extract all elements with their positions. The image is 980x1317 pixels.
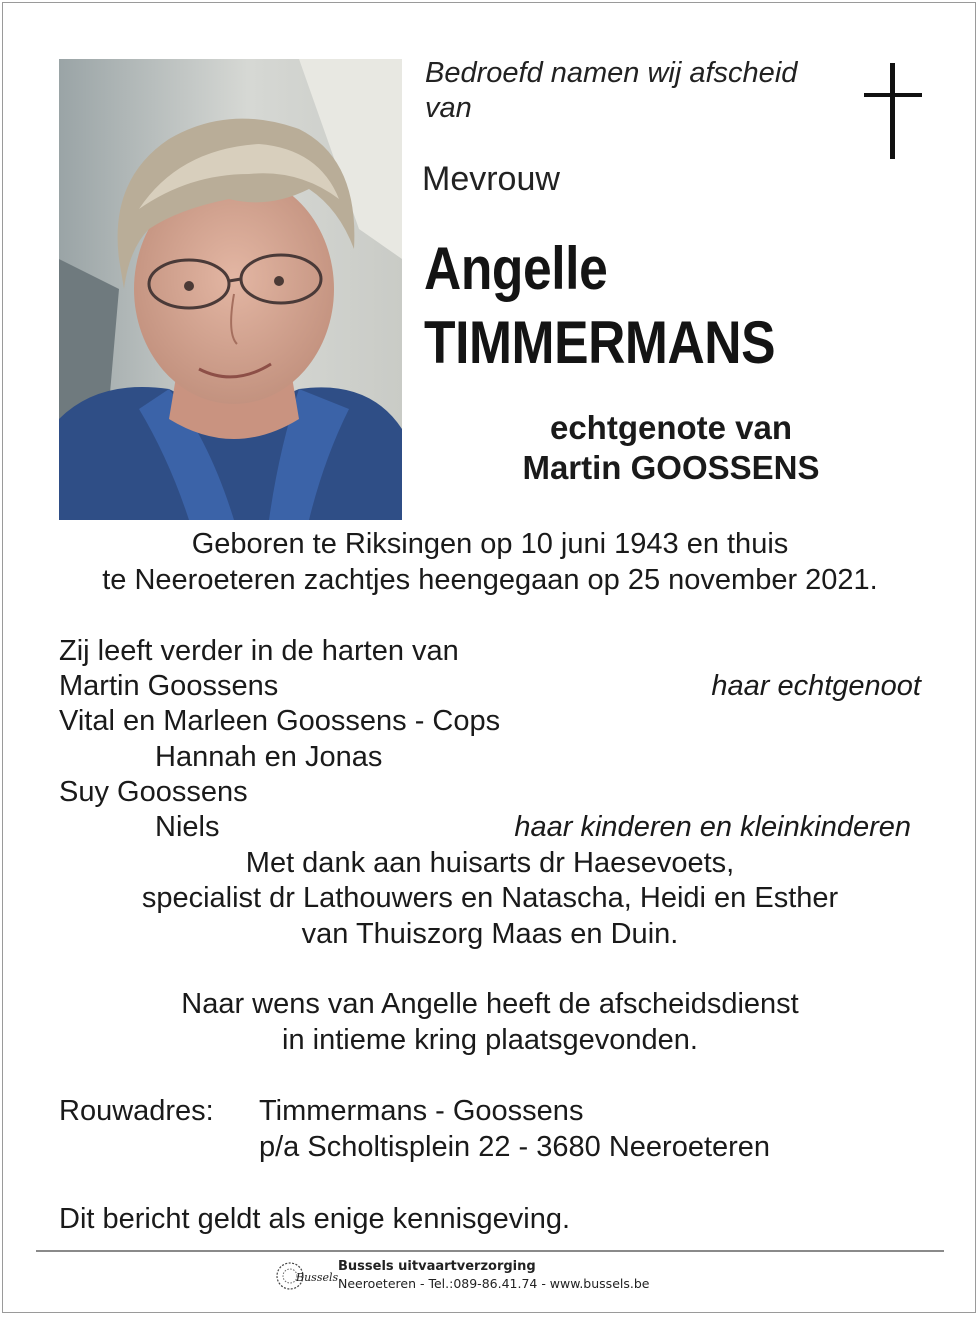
thanks-line: van Thuiszorg Maas en Duin.: [301, 918, 679, 950]
survivor-name: Martin Goossens: [59, 670, 279, 702]
svg-text:Bussels: Bussels: [296, 1271, 339, 1284]
notice-text: Dit bericht geldt als enige kennisgeving.: [59, 1203, 571, 1235]
address-line-1: Timmermans - Goossens: [259, 1095, 584, 1127]
survivors-heading: Zij leeft verder in de harten van: [59, 635, 459, 667]
cross-icon: [864, 63, 922, 159]
deceased-title: Mevrouw: [422, 160, 560, 198]
survivor-role: haar echtgenoot: [711, 670, 921, 702]
spouse-name: Martin GOOSSENS: [522, 449, 820, 486]
footer-divider: [36, 1250, 944, 1252]
service-line: Naar wens van Angelle heeft de afscheidsdienst: [181, 988, 799, 1020]
survivor-name: Niels: [155, 811, 220, 843]
bussels-logo-icon: [274, 1258, 339, 1294]
survivor-name: Hannah en Jonas: [155, 741, 383, 773]
address-line-2: p/a Scholtisplein 22 - 3680 Neeroeteren: [259, 1131, 771, 1163]
address-label: Rouwadres:: [59, 1095, 214, 1127]
birth-death-line-2: te Neeroeteren zachtjes heengegaan op 25 november 2021.: [102, 564, 878, 596]
service-line: in intieme kring plaatsgevonden.: [282, 1024, 698, 1056]
portrait-photo: [59, 59, 402, 520]
birth-death-line-1: Geboren te Riksingen op 10 juni 1943 en thuis: [191, 528, 789, 560]
survivor-name: Vital en Marleen Goossens - Cops: [59, 705, 501, 737]
survivor-role: haar kinderen en kleinkinderen: [514, 811, 911, 843]
deceased-first-name: Angelle: [424, 235, 608, 302]
intro-text: Bedroefd namen wij afscheid van: [425, 57, 798, 124]
footer-company: Bussels uitvaartverzorging: [338, 1259, 536, 1274]
deceased-name: [424, 232, 775, 380]
footer-contact: Neeroeteren - Tel.:089-86.41.74 - www.bussels.be: [338, 1276, 650, 1291]
thanks-line: specialist dr Lathouwers en Natascha, Heidi en Esther: [141, 882, 839, 914]
survivor-name: Suy Goossens: [59, 776, 248, 808]
thanks-line: Met dank aan huisarts dr Haesevoets,: [245, 847, 735, 879]
spouse-relation: echtgenote van: [549, 409, 793, 446]
deceased-last-name: TIMMERMANS: [424, 309, 776, 376]
spouse-block: [440, 408, 902, 488]
